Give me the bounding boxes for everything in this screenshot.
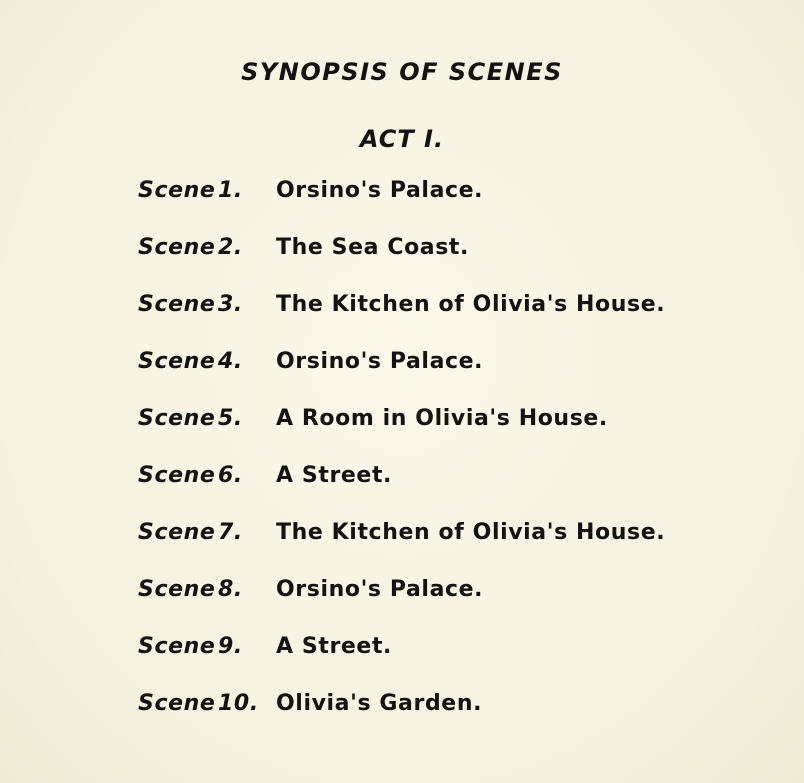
scene-row-9: [138, 634, 665, 691]
scene-number: 2.: [218, 235, 243, 260]
scene-location: Orsino's Palace.: [276, 577, 484, 602]
scene-number: 4.: [218, 349, 243, 374]
scene-label: Scene: [138, 349, 216, 374]
scene-row-7: [138, 520, 665, 577]
scene-row-3: [138, 292, 665, 349]
scene-number: 1.: [218, 178, 243, 203]
scene-label: Scene: [138, 463, 216, 488]
scene-row-6: [138, 463, 665, 520]
scene-number: 5.: [218, 406, 243, 431]
scene-label: Scene: [138, 691, 216, 716]
scene-label: Scene: [138, 178, 216, 203]
synopsis-heading: SYNOPSIS OF SCENES: [241, 58, 563, 86]
scene-number: 6.: [218, 463, 243, 488]
scene-location: The Kitchen of Olivia's House.: [276, 520, 666, 545]
scene-label: Scene: [138, 235, 216, 260]
scene-location: Orsino's Palace.: [276, 349, 484, 374]
scene-number: 9.: [218, 634, 243, 659]
scene-label: Scene: [138, 292, 216, 317]
scene-label: Scene: [138, 520, 216, 545]
scene-location: The Kitchen of Olivia's House.: [276, 292, 666, 317]
scene-row-10: [138, 691, 665, 748]
scene-row-1: [138, 178, 665, 235]
scene-list: [138, 178, 665, 748]
scene-location: A Street.: [276, 463, 393, 488]
scene-number: 8.: [218, 577, 243, 602]
scene-row-8: [138, 577, 665, 634]
scene-number: 3.: [218, 292, 243, 317]
scene-label: Scene: [138, 577, 216, 602]
scene-number: 10.: [218, 691, 259, 716]
scene-row-4: [138, 349, 665, 406]
scene-location: Olivia's Garden.: [276, 691, 483, 716]
scene-location: A Room in Olivia's House.: [276, 406, 608, 431]
scene-row-2: [138, 235, 665, 292]
scene-location: The Sea Coast.: [276, 235, 469, 260]
scene-row-5: [138, 406, 665, 463]
scene-label: Scene: [138, 634, 216, 659]
act-heading: ACT I.: [359, 125, 445, 153]
scene-location: A Street.: [276, 634, 393, 659]
scene-number: 7.: [218, 520, 243, 545]
scene-label: Scene: [138, 406, 216, 431]
scene-location: Orsino's Palace.: [276, 178, 484, 203]
